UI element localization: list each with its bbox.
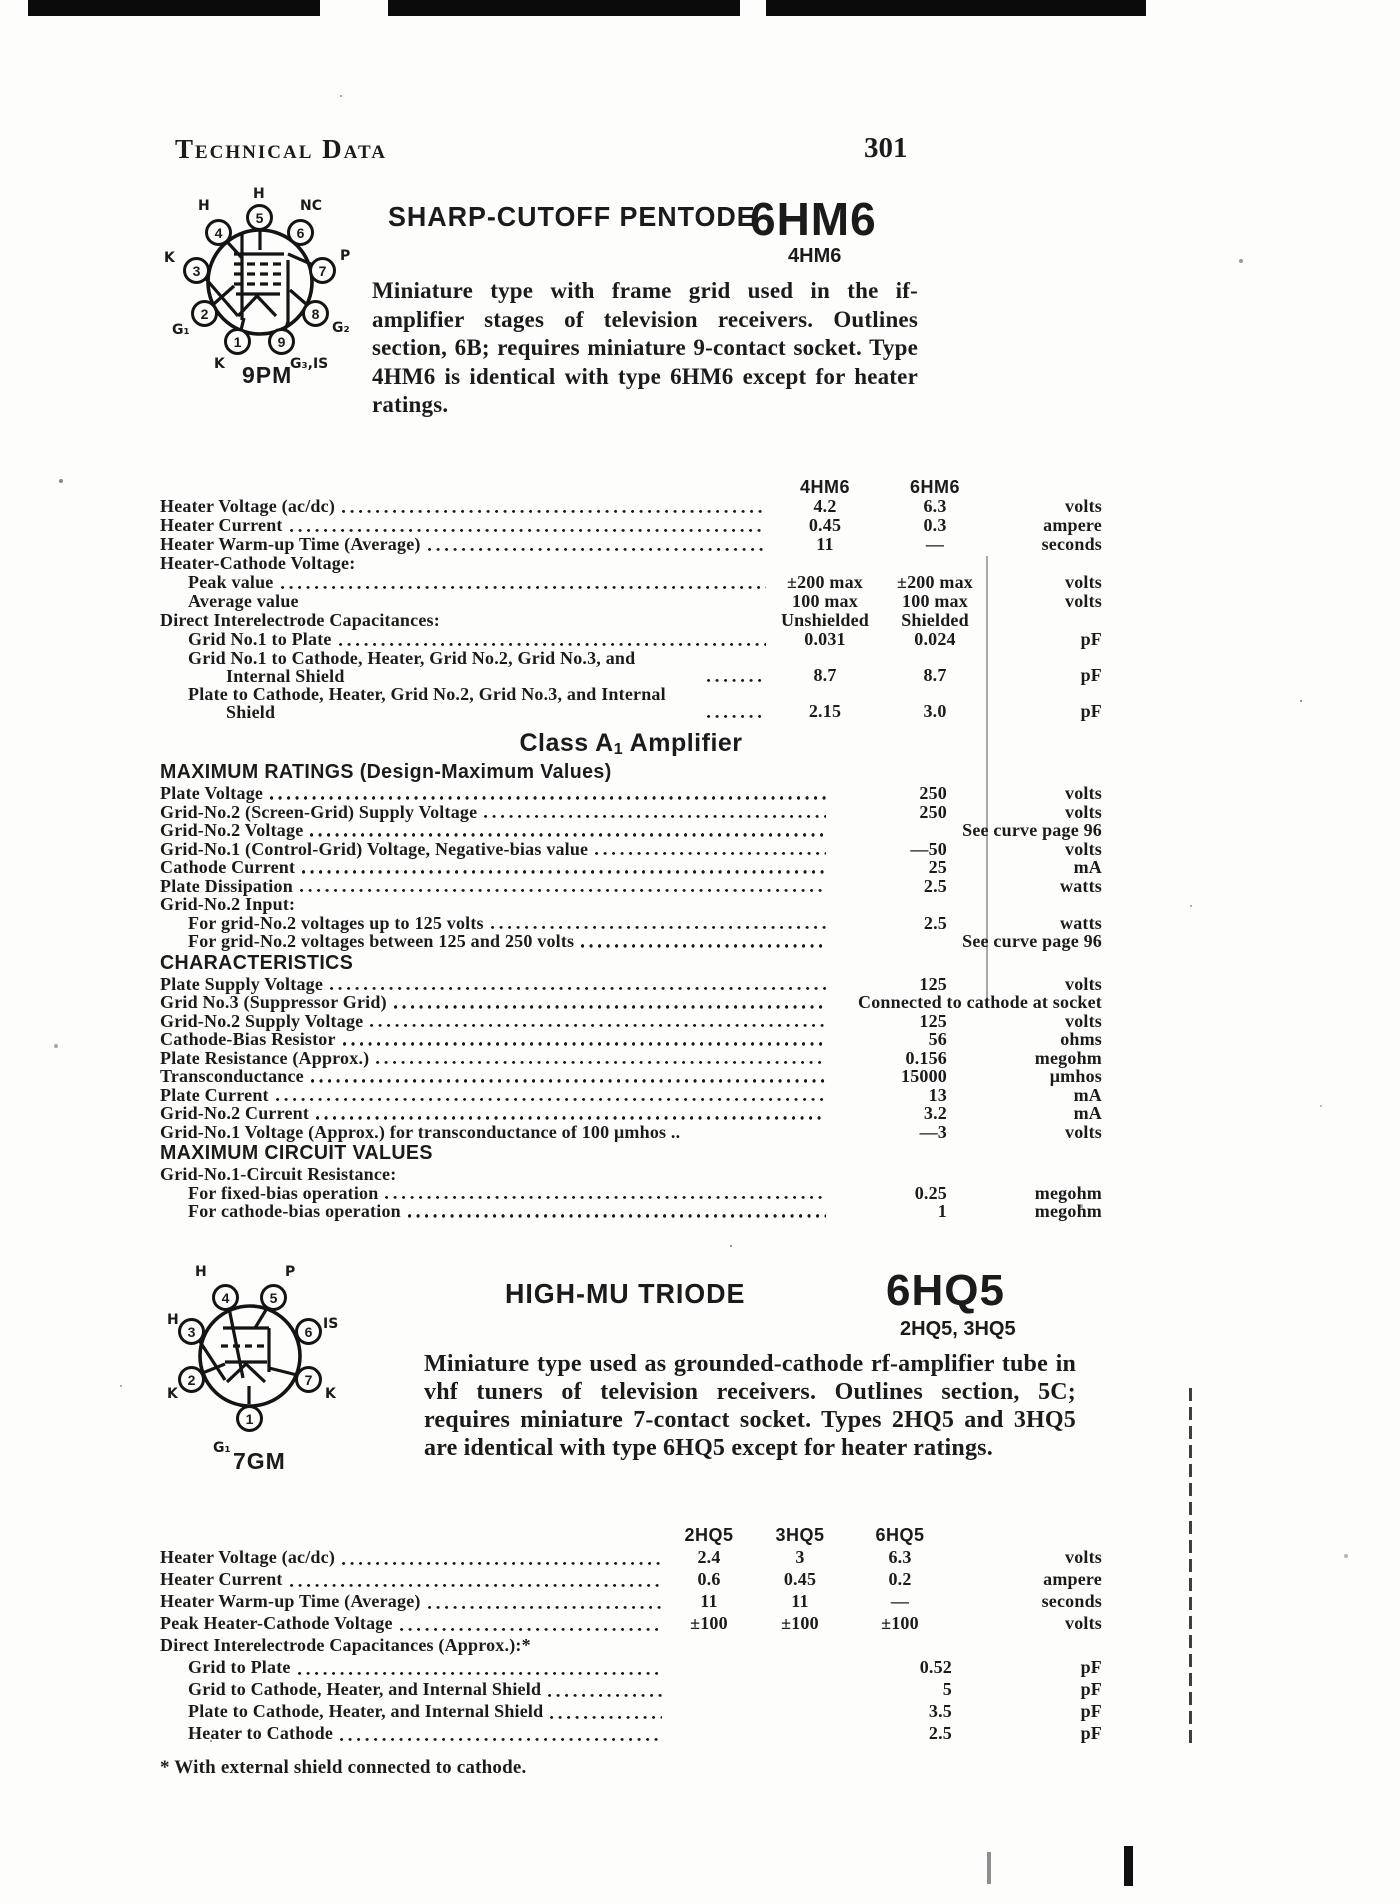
row-label: Plate to Cathode, Heater, and Internal Shield [188,1701,544,1721]
value-3hq5: ±100 [781,1613,819,1633]
row-label: Heater-Cathode Voltage: [160,553,356,573]
dotted-leader [400,1628,662,1632]
pentode-ratings-block [160,760,1102,1221]
table-row [160,1067,1102,1086]
triode-basing-diagram [165,1264,345,1480]
unit: volts [1065,1613,1102,1633]
unit: mA [1073,1084,1102,1105]
value-6hm6: — [925,534,945,554]
dotted-leader [302,870,826,874]
pin-number: 5 [269,1289,278,1306]
pin-label: K [214,356,225,372]
row-label: For cathode-bias operation [188,1201,401,1221]
dotted-leader [707,715,766,719]
pin-number: 7 [318,262,327,279]
dotted-leader [342,1562,662,1566]
value-6hq5: — [890,1591,910,1611]
dotted-leader [550,1716,662,1720]
unit: pF [1080,1723,1102,1743]
value-shielded: 8.7 [923,665,947,685]
dotted-leader [394,1005,826,1009]
table-row [160,840,1102,859]
unit: ampere [1043,515,1102,535]
pin-number: 6 [296,224,305,241]
row-label: Plate Resistance (Approx.) [160,1047,370,1068]
pin-8 [302,300,329,327]
column-header: 6HM6 [909,477,960,497]
unit: volts [1065,591,1102,611]
value-shielded: 3.0 [923,701,947,721]
row-label: For grid-No.2 voltages up to 125 volts [188,912,484,933]
pin-number: 4 [214,224,223,241]
pin-number: 2 [187,1371,196,1388]
scan-artifact-mark [987,1852,991,1884]
table-row [160,975,1102,994]
dotted-leader [342,510,766,514]
dotted-leader [276,1098,826,1102]
value-unshielded: 0.031 [804,629,846,649]
pin-label: H [198,198,210,214]
value-6hm6: 100 max [902,591,968,611]
pin-label: H [167,1312,179,1328]
row-label: Grid-No.1 Voltage (Approx.) for transconductance of 100 μmhos .. [160,1121,681,1142]
dotted-leader [339,643,766,647]
unit: volts [1065,572,1102,592]
basing-designation: 9PM [242,362,293,388]
table-row [160,1012,1102,1031]
scan-artifact-top-bar [28,0,320,16]
pin-label: K [167,1386,178,1402]
unit: volts [1065,1547,1102,1567]
basing-designation: 7GM [233,1448,286,1474]
table-row [160,1104,1102,1123]
dotted-leader [370,1024,826,1028]
table-row [160,1184,1102,1203]
triode-alt-types: 2HQ5, 3HQ5 [900,1318,1016,1340]
value-unshielded: 8.7 [813,665,837,685]
row-label: Peak Heater-Cathode Voltage [160,1613,393,1633]
value: 3.5 [928,1701,952,1721]
dotted-leader [330,987,826,991]
table-row [160,685,1102,721]
pin-9 [268,328,295,355]
unit: pF [1080,1657,1102,1677]
pin-label: G₁ [172,322,190,338]
scan-artifact-line [1189,1388,1192,1744]
unit: pF [1080,1701,1102,1721]
pin-3 [178,1318,205,1345]
dotted-leader [595,852,826,856]
value: —3 [919,1121,947,1142]
unit: pF [1080,629,1102,649]
scan-artifact-mark [1124,1846,1133,1886]
unit: volts [1065,783,1102,803]
table-header-row [160,1524,1102,1546]
table-row [160,535,1102,554]
row-label: Grid No.1 to Plate [188,629,332,649]
unit: megohm [1034,1047,1102,1068]
table-row [160,1590,1102,1612]
dotted-leader [581,944,826,948]
value: 250 [919,783,947,803]
value-2hq5: ±100 [690,1613,728,1633]
pin-7 [309,257,336,284]
value-3hq5: 11 [791,1591,809,1611]
pin-label: IS [323,1316,339,1332]
value-2hq5: 2.4 [697,1547,721,1567]
table-row [160,1656,1102,1678]
table-row [160,1722,1102,1744]
column-header: 6HQ5 [875,1525,925,1545]
row-label: Grid-No.1 (Control-Grid) Voltage, Negative-bias value [160,838,589,859]
value-2hq5: 0.6 [697,1569,721,1589]
dotted-leader [316,1116,826,1120]
row-label: Direct Interelectrode Capacitances (Approx.):* [160,1635,531,1655]
pin-5 [246,204,273,231]
pentode-general-table [160,478,1102,721]
table-group-row [160,1634,1102,1656]
unit: mA [1073,857,1102,877]
value-6hq5: 6.3 [888,1547,912,1567]
table-row [160,649,1102,685]
row-label: Grid-No.2 Voltage [160,820,304,840]
row-label: Grid to Cathode, Heater, and Internal Shield [188,1679,542,1699]
value-shielded: 0.024 [914,629,956,649]
pin-number: 3 [187,1323,196,1340]
pin-number: 7 [304,1371,313,1388]
unit: volts [1065,1010,1102,1031]
value: 25 [928,857,947,877]
value-6hm6: 0.3 [923,515,947,535]
value-note: Connected to cathode at socket [858,992,1102,1012]
pin-number: 1 [245,1410,254,1427]
pentode-section-title: SHARP-CUTOFF PENTODE [388,201,756,232]
triode-general-table [160,1524,1102,1779]
value: 0.52 [919,1657,952,1677]
table-row [160,858,1102,877]
pentode-basing-diagram [164,186,352,398]
value-3hq5: 0.45 [783,1569,817,1589]
value: 0.25 [914,1182,947,1203]
table-group-row [160,611,1102,630]
pin-number: 9 [277,333,286,350]
table-row [160,497,1102,516]
unit: volts [1065,1121,1102,1142]
pin-1 [224,328,251,355]
unit: watts [1060,875,1102,896]
row-label: Plate Dissipation [160,875,293,896]
subcolumn-header: Unshielded [780,610,870,630]
row-label: Plate Current [160,1084,269,1105]
value: 1 [937,1201,947,1221]
row-label: Plate to Cathode, Heater, Grid No.2, Grid No.3, and Internal Shield [188,684,666,722]
value: 250 [919,801,947,822]
row-label: Direct Interelectrode Capacitances: [160,610,440,630]
value-4hm6: 100 max [792,591,858,611]
scan-artifact-top-bar [766,0,1146,16]
table-row [160,630,1102,649]
footnote: * With external shield connected to cathode. [160,1757,527,1778]
row-label: Heater Voltage (ac/dc) [160,1547,336,1567]
pin-4 [212,1284,239,1311]
dotted-leader [385,1196,826,1200]
unit: watts [1060,912,1102,933]
pin-4 [205,219,232,246]
table-row [160,877,1102,896]
column-header: 2HQ5 [684,1525,734,1545]
pin-number: 2 [200,305,209,322]
column-header: 4HM6 [799,477,850,497]
characteristics-heading: CHARACTERISTICS [160,951,354,974]
dotted-leader [310,833,826,837]
unit: μmhos [1049,1066,1102,1086]
page-number: 301 [864,132,908,164]
dotted-leader [290,1584,662,1588]
pin-number: 1 [233,333,242,350]
pin-label: P [340,248,351,264]
value-4hm6: 0.45 [808,515,842,535]
dotted-leader [376,1061,826,1065]
value: 13 [928,1084,947,1105]
value-unshielded: 2.15 [808,701,842,721]
pentode-description: Miniature type with frame grid used in the if-amplifier stages of television receivers. Outlines section, 6B; requires miniature 9-contact socket. Type 4HM6 is identical with type 6HM6 except for heater ratings. [372,278,918,417]
value: 2.5 [923,912,947,933]
dotted-leader [548,1694,662,1698]
value-2hq5: 11 [700,1591,718,1611]
unit: pF [1080,665,1102,685]
pin-label: K [325,1386,336,1402]
table-row [160,1568,1102,1590]
heading-subscript: 1 [613,741,624,758]
row-label: Heater Current [160,1569,283,1589]
row-label: Heater to Cathode [188,1723,334,1743]
dotted-leader [343,1042,826,1046]
table-row [160,592,1102,611]
dotted-leader [428,1606,662,1610]
row-label: Grid-No.2 (Screen-Grid) Supply Voltage [160,801,478,822]
table-row [160,932,1102,951]
row-label: Average value [188,591,299,611]
triode-type-number: 6HQ5 [886,1266,1005,1315]
table-row [160,1202,1102,1221]
unit: megohm [1034,1201,1102,1221]
pentode-type-number: 6HM6 [750,193,877,245]
value-6hm6: ±200 max [897,572,973,592]
pin-7 [295,1366,322,1393]
table-row [160,821,1102,840]
value-note: See curve page 96 [962,931,1102,951]
row-label: Peak value [188,572,274,592]
pin-1 [236,1405,263,1432]
dotted-leader [311,1079,826,1083]
row-label: Grid No.1 to Cathode, Heater, Grid No.2, Grid No.3, and Internal Shield [188,648,636,686]
unit: mA [1073,1103,1102,1123]
table-group-row [160,1165,1102,1184]
value: 2.5 [928,1723,952,1743]
row-label: Cathode-Bias Resistor [160,1029,336,1049]
table-header-row [160,478,1102,497]
scan-noise-speckles [0,0,2,2]
pin-label: G₃,IS [290,356,329,372]
dotted-leader [290,529,766,533]
row-label: Heater Current [160,515,283,535]
pin-number: 4 [221,1289,230,1306]
table-row [160,1546,1102,1568]
row-label: Transconductance [160,1066,304,1086]
value: 5 [942,1679,952,1699]
table-row [160,1612,1102,1634]
table-row [160,784,1102,803]
dotted-leader [300,889,826,893]
value: 125 [919,973,947,994]
value-6hq5: 0.2 [888,1569,912,1589]
row-label: Grid-No.2 Current [160,1103,310,1123]
row-label: Plate Supply Voltage [160,973,324,994]
value-4hm6: 4.2 [813,496,837,516]
table-row [160,573,1102,592]
unit: ampere [1043,1569,1102,1589]
unit: pF [1080,701,1102,721]
value-3hq5: 3 [795,1547,805,1567]
value: —50 [910,838,947,859]
unit: ohms [1060,1029,1102,1049]
value: 125 [919,1010,947,1031]
pin-2 [191,300,218,327]
table-row [160,1123,1102,1142]
table-row [160,993,1102,1012]
pin-5 [260,1284,287,1311]
pin-label: H [195,1264,207,1280]
value: 15000 [901,1066,947,1086]
value-6hq5: ±100 [881,1613,919,1633]
pin-number: 5 [255,209,264,226]
value-note: See curve page 96 [962,820,1102,840]
pin-number: 6 [304,1323,313,1340]
column-header: 3HQ5 [775,1525,825,1545]
dotted-leader [491,926,826,930]
row-label: For grid-No.2 voltages between 125 and 250 volts [188,931,575,951]
pin-label: P [285,1264,296,1280]
table-row [160,516,1102,535]
row-label: Heater Warm-up Time (Average) [160,1591,421,1611]
dotted-leader [340,1738,662,1742]
max-circuit-values-heading: MAXIMUM CIRCUIT VALUES [160,1142,433,1164]
pentode-alt-type: 4HM6 [788,245,842,267]
row-label: Grid-No.1-Circuit Resistance: [160,1164,397,1184]
value-4hm6: ±200 max [787,572,863,592]
heading-text: Class A [519,729,614,757]
unit: pF [1080,1679,1102,1699]
pin-label: K [164,250,175,266]
unit: volts [1065,973,1102,994]
unit: volts [1065,801,1102,822]
table-row [160,803,1102,822]
row-label: Grid to Plate [188,1657,291,1677]
value: 2.5 [923,875,947,896]
pin-3 [183,257,210,284]
triode-description: Miniature type used as grounded-cathode rf-amplifier tube in vhf tuners of television receivers. Outlines section, 5C; requires miniature 7-contact socket. Types 2HQ5 and 3HQ5 are identical with type 6HQ5 except for heater ratings. [424,1351,1076,1461]
dotted-leader [298,1672,662,1676]
table-group-row [160,554,1102,573]
table-row [160,914,1102,933]
unit: megohm [1034,1182,1102,1203]
unit: seconds [1041,1591,1102,1611]
table-row [160,1030,1102,1049]
row-label: Cathode Current [160,857,296,877]
row-label: Grid-No.2 Input: [160,894,296,914]
pin-label: G₁ [213,1440,231,1456]
page-header: Technical Data [175,134,387,164]
row-label: Grid No.3 (Suppressor Grid) [160,992,387,1012]
value-4hm6: 11 [816,534,834,554]
class-a1-amplifier-heading [160,729,1102,758]
table-row [160,1700,1102,1722]
scan-artifact-top-bar [388,0,740,16]
row-label: Heater Warm-up Time (Average) [160,534,421,554]
max-ratings-heading: MAXIMUM RATINGS (Design-Maximum Values) [160,761,612,783]
dotted-leader [484,815,826,819]
table-row [160,1678,1102,1700]
unit: volts [1065,838,1102,859]
triode-section-title: HIGH-MU TRIODE [505,1278,746,1309]
row-label: Grid-No.2 Supply Voltage [160,1010,364,1031]
pin-label: H [253,186,265,202]
pin-6 [287,219,314,246]
dotted-leader [408,1214,826,1218]
subcolumn-header: Shielded [901,610,969,630]
pin-2 [178,1366,205,1393]
value: 56 [928,1029,947,1049]
value: 0.156 [905,1047,947,1068]
row-label: Heater Voltage (ac/dc) [160,496,336,516]
pin-6 [295,1318,322,1345]
table-row [160,1049,1102,1068]
unit: seconds [1041,534,1102,554]
pin-number: 3 [192,262,201,279]
dotted-leader [707,679,766,683]
row-label: Plate Voltage [160,783,264,803]
row-label: For fixed-bias operation [188,1182,379,1203]
dotted-leader [281,586,767,590]
unit: volts [1065,496,1102,516]
dotted-leader [428,548,766,552]
dotted-leader [270,796,826,800]
table-row [160,1086,1102,1105]
value-6hm6: 6.3 [923,496,947,516]
pin-label: NC [300,198,322,214]
heading-text: Amplifier [623,729,743,757]
table-group-row [160,895,1102,914]
value: 3.2 [923,1103,947,1123]
pin-number: 8 [311,305,320,322]
pin-label: G₂ [332,320,350,336]
